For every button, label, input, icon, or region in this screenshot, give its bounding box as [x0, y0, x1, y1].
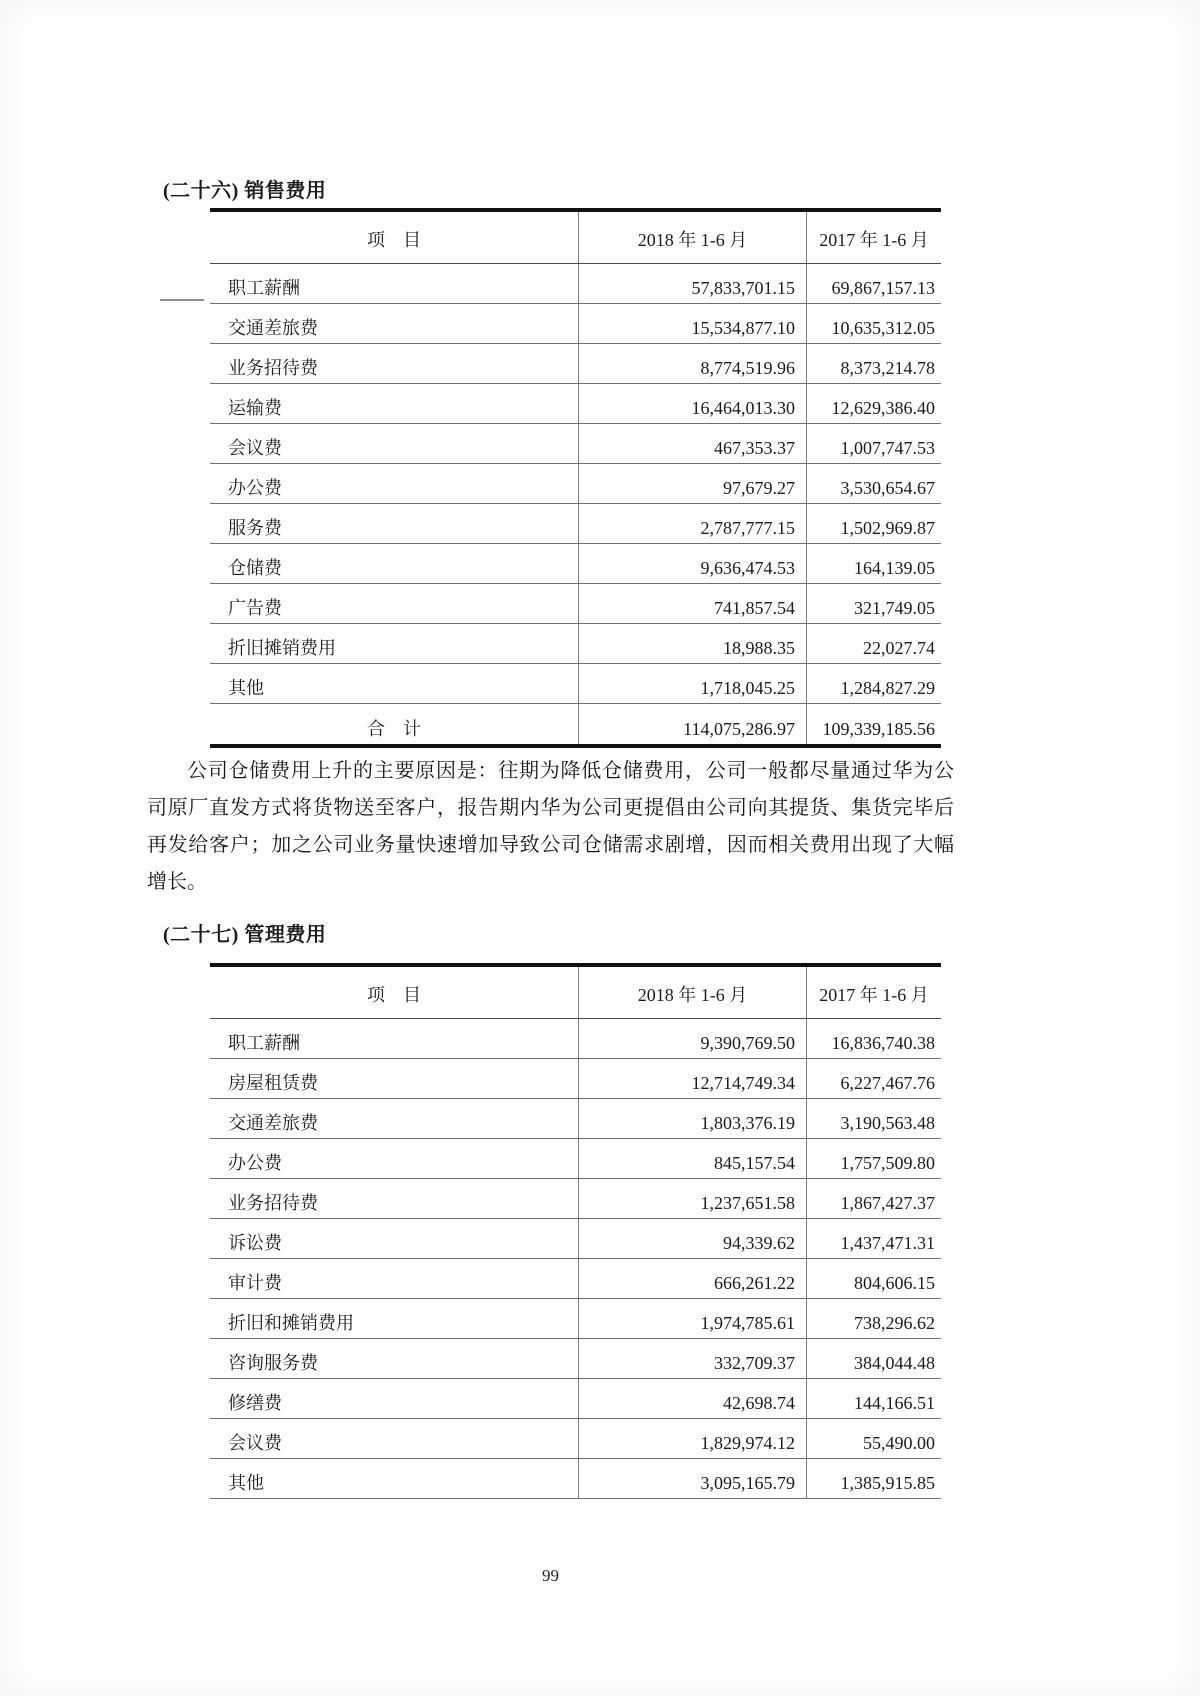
value-2017: 804,606.15 — [806, 1259, 941, 1298]
value-2017: 12,629,386.40 — [806, 384, 941, 423]
row-label: 业务招待费 — [228, 1193, 318, 1213]
value-2018: 15,534,877.10 — [578, 304, 806, 343]
paragraph-line: 增长。 — [147, 871, 207, 893]
value-2018: 42,698.74 — [578, 1379, 806, 1418]
table-header-row — [210, 967, 941, 1019]
value-2018: 741,857.54 — [578, 584, 806, 623]
value-2018: 12,714,749.34 — [578, 1059, 806, 1098]
value-2017: 1,437,471.31 — [806, 1219, 941, 1258]
row-label: 其他 — [228, 678, 264, 698]
value-2017: 1,385,915.85 — [806, 1459, 941, 1498]
column-header: 2017 年 1-6 月 — [806, 967, 941, 1018]
value-2018: 1,803,376.19 — [578, 1099, 806, 1138]
table-row — [210, 1219, 941, 1259]
table-row — [210, 424, 941, 464]
table-row — [210, 1179, 941, 1219]
table-row — [210, 1339, 941, 1379]
warehouse-cost-explanation-paragraph — [147, 756, 954, 904]
table-row — [210, 1259, 941, 1299]
value-2017: 1,502,969.87 — [806, 504, 941, 543]
column-header: 2018 年 1-6 月 — [578, 212, 806, 263]
table-row — [210, 384, 941, 424]
value-2018: 114,075,286.97 — [578, 704, 806, 744]
row-label: 房屋租赁费 — [228, 1073, 318, 1093]
table-row — [210, 1419, 941, 1459]
value-2017: 144,166.51 — [806, 1379, 941, 1418]
value-2018: 18,988.35 — [578, 624, 806, 663]
table-row — [210, 664, 941, 704]
value-2018: 9,390,769.50 — [578, 1019, 806, 1058]
value-2017: 109,339,185.56 — [806, 704, 941, 744]
table-row — [210, 624, 941, 664]
value-2017: 16,836,740.38 — [806, 1019, 941, 1058]
table-row — [210, 1379, 941, 1419]
row-label: 其他 — [228, 1473, 264, 1493]
table-row — [210, 464, 941, 504]
sales-expense-table — [210, 208, 941, 748]
value-2017: 738,296.62 — [806, 1299, 941, 1338]
value-2018: 1,829,974.12 — [578, 1419, 806, 1458]
row-label: 办公费 — [228, 478, 282, 498]
value-2017: 22,027.74 — [806, 624, 941, 663]
row-label: 审计费 — [228, 1273, 282, 1293]
column-header: 项 目 — [367, 984, 421, 1005]
value-2018: 94,339.62 — [578, 1219, 806, 1258]
row-label: 运输费 — [228, 398, 282, 418]
row-label: 职工薪酬 — [228, 278, 300, 298]
row-label: 修缮费 — [228, 1393, 282, 1413]
row-label: 职工薪酬 — [228, 1033, 300, 1053]
row-label: 会议费 — [228, 1433, 282, 1453]
table-row — [210, 1139, 941, 1179]
value-2017: 1,007,747.53 — [806, 424, 941, 463]
value-2018: 332,709.37 — [578, 1339, 806, 1378]
row-label: 会议费 — [228, 438, 282, 458]
value-2018: 845,157.54 — [578, 1139, 806, 1178]
value-2017: 164,139.05 — [806, 544, 941, 583]
row-label: 诉讼费 — [228, 1233, 282, 1253]
section-title-admin-expenses: (二十七) 管理费用 — [163, 924, 327, 946]
value-2018: 3,095,165.79 — [578, 1459, 806, 1498]
table-total-row — [210, 704, 941, 748]
value-2018: 666,261.22 — [578, 1259, 806, 1298]
value-2018: 1,974,785.61 — [578, 1299, 806, 1338]
page-number: 99 — [542, 1566, 559, 1585]
table-row — [210, 504, 941, 544]
value-2017: 55,490.00 — [806, 1419, 941, 1458]
value-2017: 321,749.05 — [806, 584, 941, 623]
table-row — [210, 1059, 941, 1099]
table-row — [210, 584, 941, 624]
row-label: 咨询服务费 — [228, 1353, 318, 1373]
table-row — [210, 544, 941, 584]
row-label: 折旧摊销费用 — [228, 638, 336, 658]
value-2017: 1,757,509.80 — [806, 1139, 941, 1178]
margin-dash-mark — [160, 299, 204, 301]
value-2018: 97,679.27 — [578, 464, 806, 503]
value-2018: 1,718,045.25 — [578, 664, 806, 703]
column-header: 2017 年 1-6 月 — [806, 212, 941, 263]
value-2018: 9,636,474.53 — [578, 544, 806, 583]
table-row — [210, 1099, 941, 1139]
row-label: 业务招待费 — [228, 358, 318, 378]
row-label: 服务费 — [228, 518, 282, 538]
admin-expense-table — [210, 963, 941, 1499]
row-label: 仓储费 — [228, 558, 282, 578]
value-2017: 384,044.48 — [806, 1339, 941, 1378]
value-2017: 69,867,157.13 — [806, 264, 941, 303]
column-header: 项 目 — [367, 229, 421, 250]
value-2017: 1,284,827.29 — [806, 664, 941, 703]
column-header: 2018 年 1-6 月 — [578, 967, 806, 1018]
value-2018: 8,774,519.96 — [578, 344, 806, 383]
value-2017: 3,190,563.48 — [806, 1099, 941, 1138]
value-2018: 2,787,777.15 — [578, 504, 806, 543]
value-2018: 467,353.37 — [578, 424, 806, 463]
value-2018: 1,237,651.58 — [578, 1179, 806, 1218]
section-title-sales-expenses: (二十六) 销售费用 — [163, 180, 327, 202]
row-label: 办公费 — [228, 1153, 282, 1173]
value-2017: 3,530,654.67 — [806, 464, 941, 503]
table-row — [210, 344, 941, 384]
table-row — [210, 304, 941, 344]
value-2017: 6,227,467.76 — [806, 1059, 941, 1098]
paragraph-line: 司原厂直发方式将货物送至客户，报告期内华为公司更提倡由公司向其提货、集货完毕后 — [147, 797, 954, 819]
table-row — [210, 1459, 941, 1499]
paragraph-line: 公司仓储费用上升的主要原因是：往期为降低仓储费用，公司一般都尽量通过华为公 — [187, 760, 954, 782]
table-row — [210, 264, 941, 304]
row-label: 合 计 — [367, 719, 421, 739]
paragraph-line: 再发给客户；加之公司业务量快速增加导致公司仓储需求剧增，因而相关费用出现了大幅 — [147, 834, 954, 856]
value-2017: 8,373,214.78 — [806, 344, 941, 383]
value-2017: 1,867,427.37 — [806, 1179, 941, 1218]
value-2018: 16,464,013.30 — [578, 384, 806, 423]
table-header-row — [210, 212, 941, 264]
value-2017: 10,635,312.05 — [806, 304, 941, 343]
value-2018: 57,833,701.15 — [578, 264, 806, 303]
row-label: 交通差旅费 — [228, 1113, 318, 1133]
table-row — [210, 1299, 941, 1339]
table-row — [210, 1019, 941, 1059]
row-label: 交通差旅费 — [228, 318, 318, 338]
row-label: 折旧和摊销费用 — [228, 1313, 354, 1333]
row-label: 广告费 — [228, 598, 282, 618]
